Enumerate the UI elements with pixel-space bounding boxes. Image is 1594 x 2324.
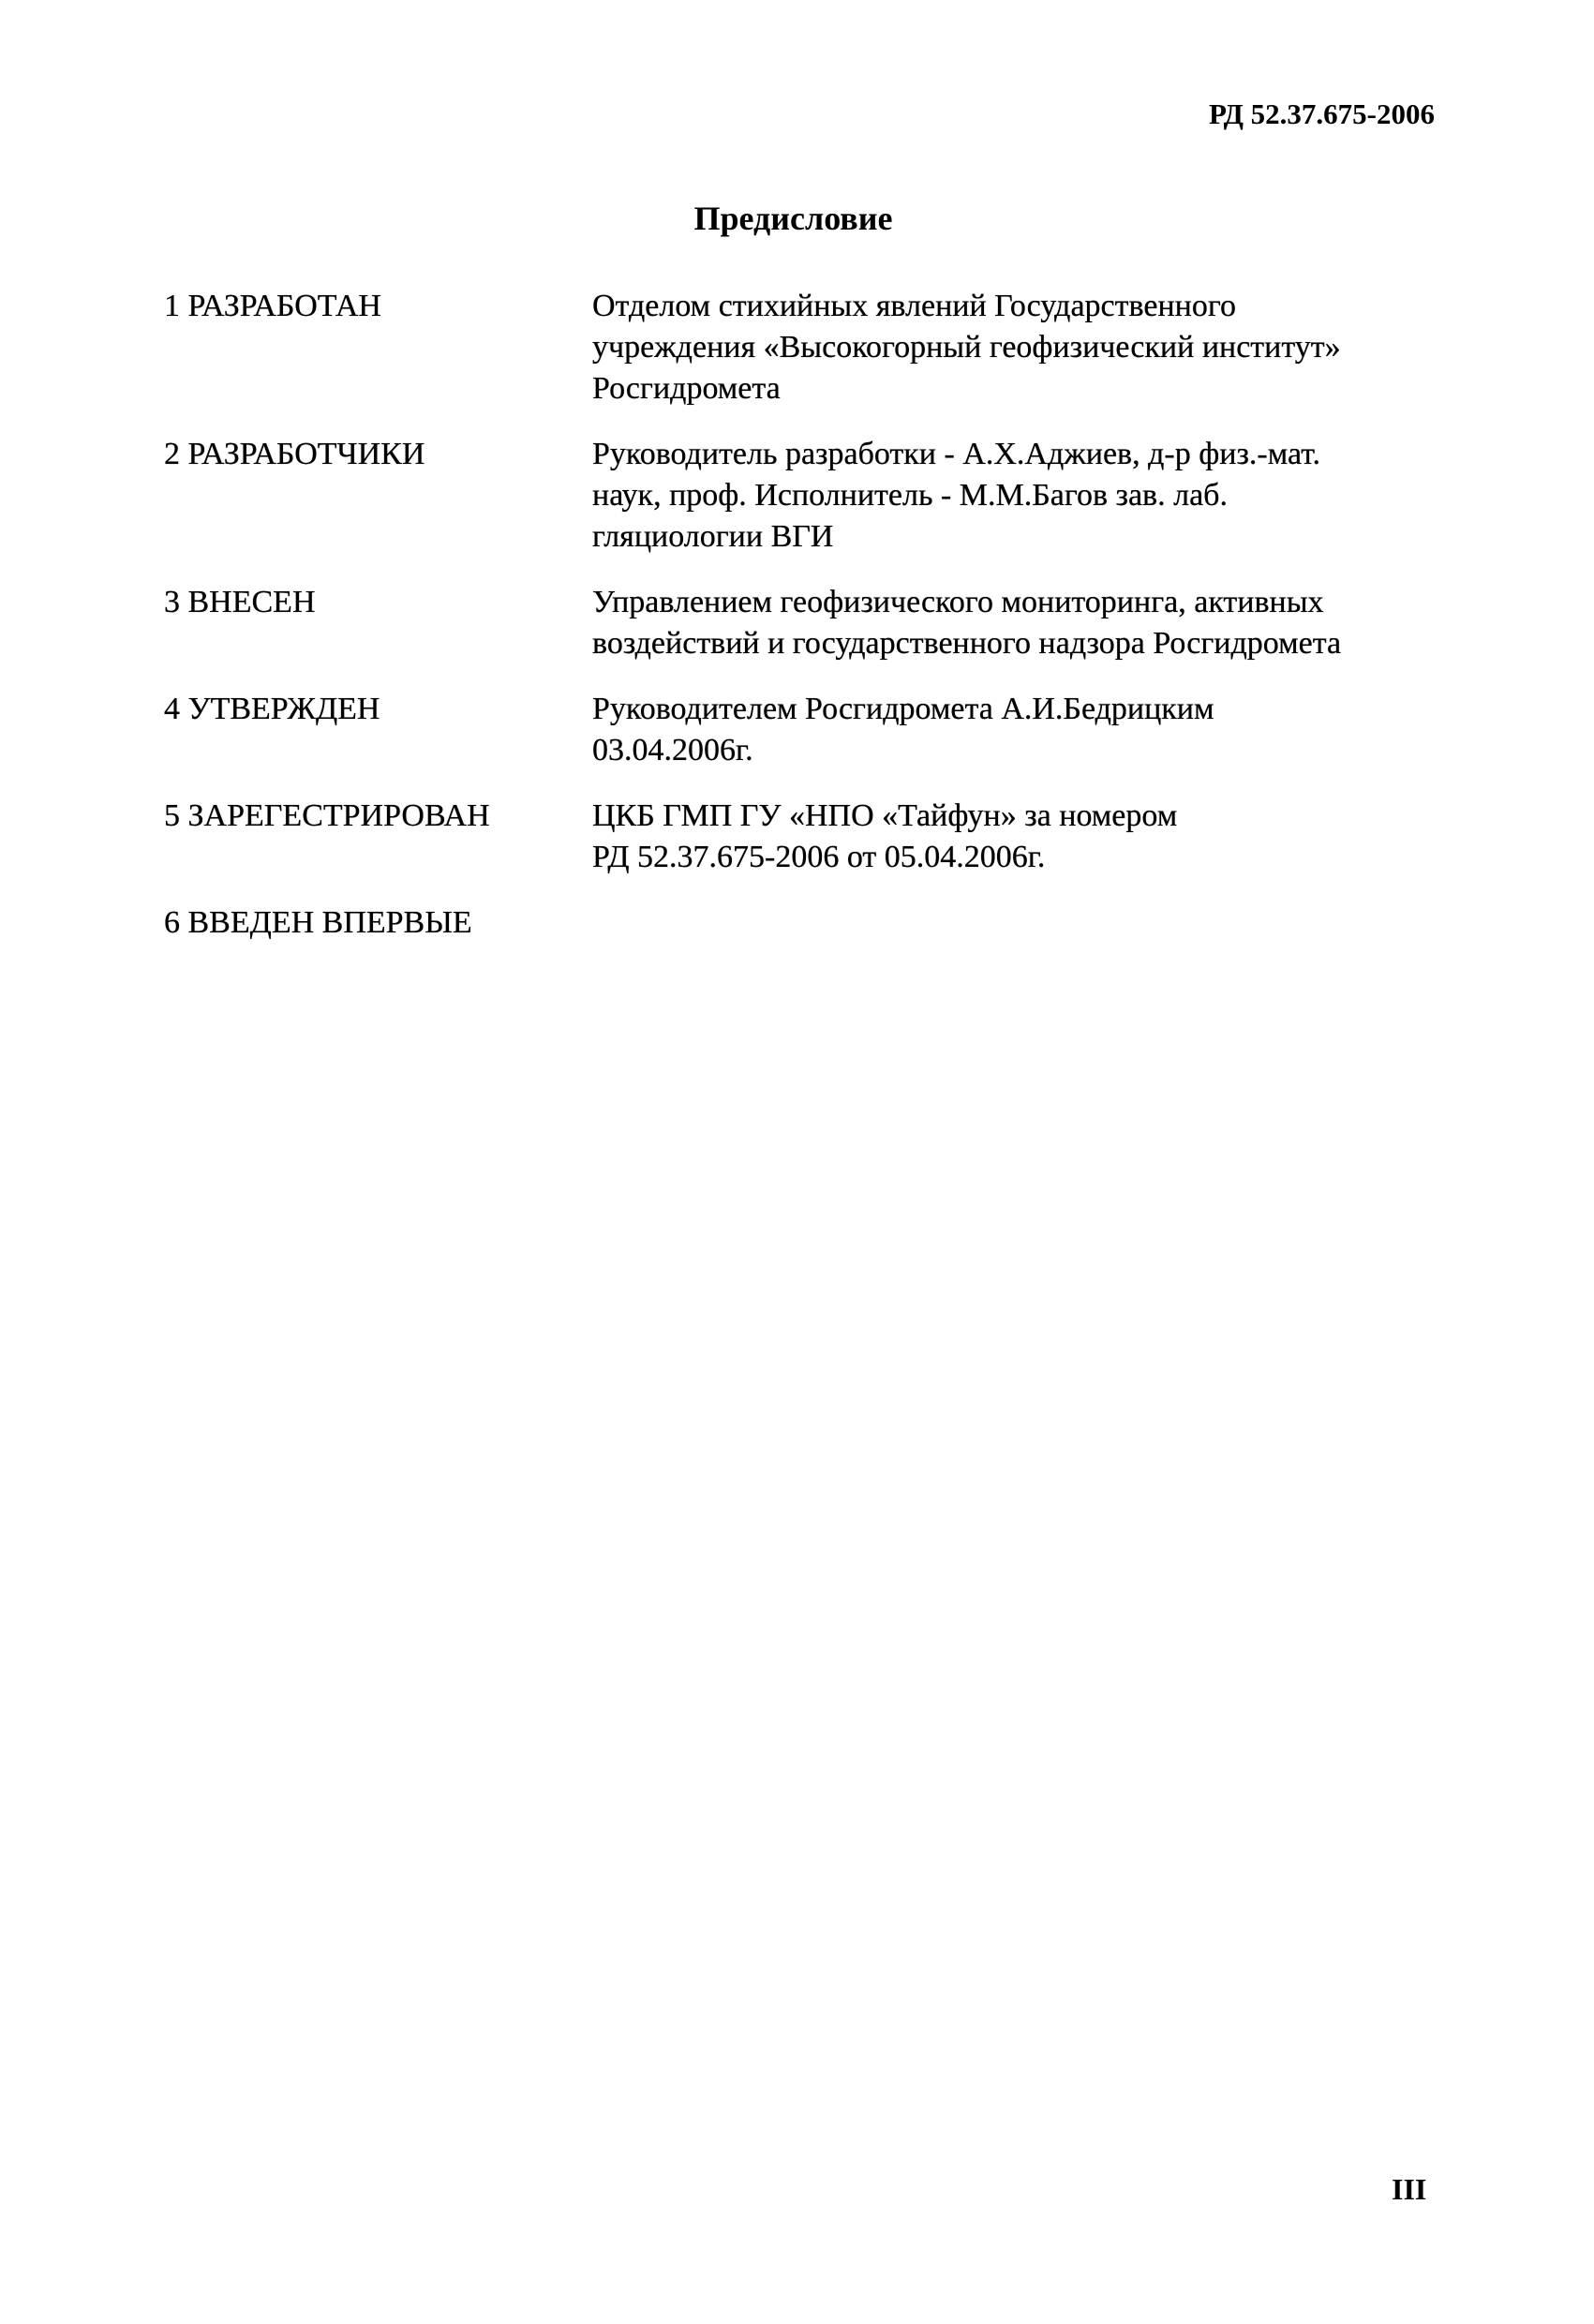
document-code: РД 52.37.675-2006	[1208, 97, 1435, 130]
item-label: 6 ВВЕДЕН ВПЕРВЫЕ	[164, 905, 472, 940]
item-line: Руководителем Росгидромета А.И.Бедрицким	[592, 692, 1214, 726]
page-title-text: Предисловие	[693, 200, 893, 237]
page-title	[0, 199, 1594, 238]
item-value	[592, 796, 1457, 878]
item-value	[592, 582, 1457, 664]
item-value	[592, 434, 1457, 558]
item-line: 03.04.2006г.	[592, 733, 753, 767]
item-line: воздействий и государственного надзора Росгидромета	[592, 626, 1342, 661]
item-line: учреждения «Высокогорный геофизический институт»	[592, 330, 1341, 365]
page-number: III	[1392, 2172, 1427, 2206]
foreword-item-developed	[164, 286, 1457, 410]
foreword-item-approved	[164, 689, 1457, 771]
foreword-item-introduced	[164, 902, 1457, 944]
item-label: 1 РАЗРАБОТАН	[164, 289, 381, 323]
item-line: Управлением геофизического мониторинга, активных	[592, 585, 1324, 619]
item-value	[592, 286, 1457, 410]
item-label: 4 УТВЕРЖДЕН	[164, 692, 380, 726]
item-line: Росгидромета	[592, 371, 781, 406]
item-line: Отделом стихийных явлений Государственного	[592, 289, 1236, 323]
foreword-item-registered	[164, 796, 1457, 878]
foreword-item-developers	[164, 434, 1457, 558]
item-line: наук, проф. Исполнитель - М.М.Багов зав. лаб.	[592, 478, 1228, 513]
item-label: 5 ЗАРЕГЕСТРИРОВАН	[164, 798, 490, 833]
item-line: РД 52.37.675-2006 от 05.04.2006г.	[592, 840, 1046, 874]
item-line: ЦКБ ГМП ГУ «НПО «Тайфун» за номером	[592, 798, 1178, 833]
item-value	[592, 689, 1457, 771]
item-line: гляциологии ВГИ	[592, 519, 834, 554]
foreword-list	[164, 286, 1457, 968]
foreword-item-submitted	[164, 582, 1457, 664]
item-label: 3 ВНЕСЕН	[164, 585, 316, 619]
item-line: Руководитель разработки - А.Х.Аджиев, д-р физ.-мат.	[592, 437, 1321, 471]
item-label: 2 РАЗРАБОТЧИКИ	[164, 437, 425, 471]
